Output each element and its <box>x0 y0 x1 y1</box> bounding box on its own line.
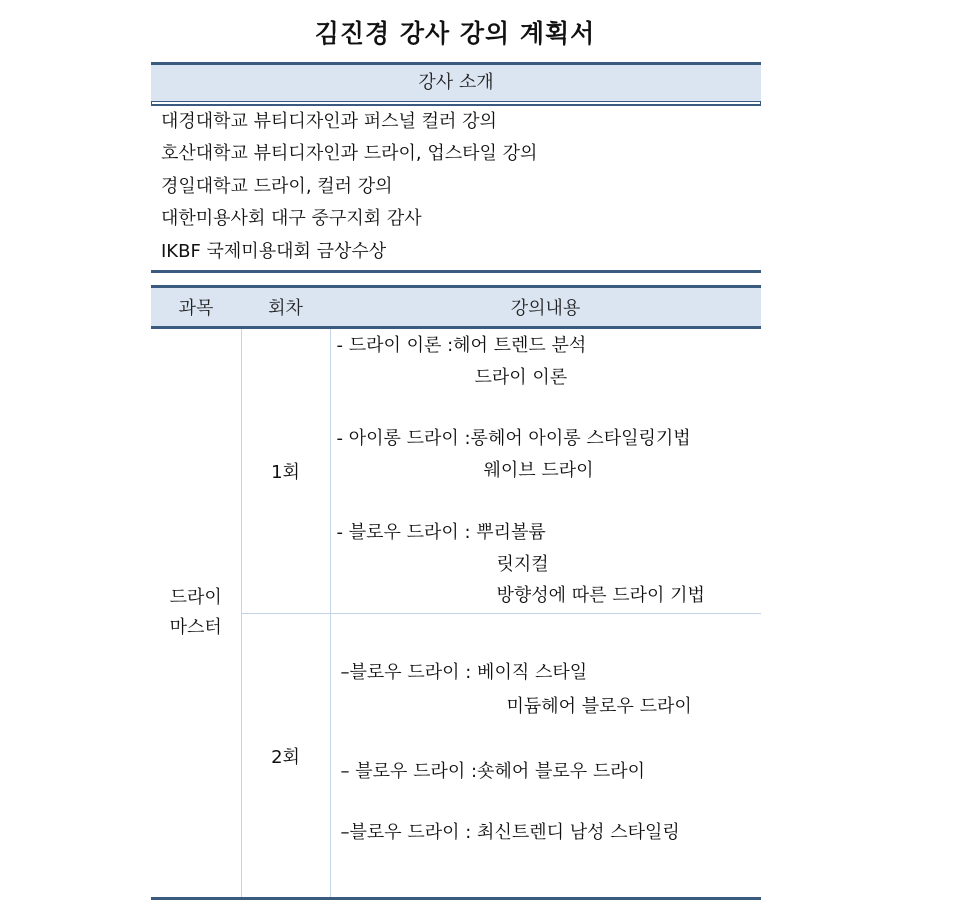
intro-item: 대한미용사회 대구 중구지회 감사 <box>161 208 422 230</box>
curriculum-table <box>151 285 761 900</box>
intro-item: 대경대학교 뷰티디자인과 퍼스널 컬러 강의 <box>161 111 497 132</box>
intro-list <box>151 102 761 273</box>
content-cell <box>330 328 761 614</box>
header-session: 회차 <box>241 287 330 328</box>
content-line: –블로우 드라이 : 베이직 스타일 <box>340 662 588 683</box>
content-cell <box>330 614 761 899</box>
content-line: - 드라이 이론 :헤어 트렌드 분석 <box>336 335 587 356</box>
content-line: 미듐헤어 블로우 드라이 <box>506 696 692 717</box>
table-row <box>151 328 761 614</box>
intro-item: IKBF 국제미용대회 금상수상 <box>161 240 387 262</box>
subject-line: 마스터 <box>169 617 222 638</box>
content-line: 드라이 이론 <box>474 367 568 388</box>
content-block <box>331 614 762 897</box>
intro-item: 경일대학교 드라이, 컬러 강의 <box>161 175 393 197</box>
content-line: –블로우 드라이 : 최신트렌디 남성 스타일링 <box>340 822 680 843</box>
content-line: 방향성에 따른 드라이 기법 <box>496 585 705 606</box>
document-title: 김진경 강사 강의 계획서 <box>314 19 596 48</box>
instructor-intro-section <box>151 62 761 273</box>
session-cell: 2회 <box>241 614 330 899</box>
table-header-row <box>151 287 761 328</box>
content-line: 웨이브 드라이 <box>483 460 594 481</box>
content-line: 릿지컬 <box>496 554 549 575</box>
content-line: - 아이롱 드라이 :롱헤어 아이롱 스타일링기법 <box>336 428 691 449</box>
header-content: 강의내용 <box>330 287 761 328</box>
subject-line: 드라이 <box>169 587 222 608</box>
intro-header: 강사 소개 <box>151 62 761 102</box>
intro-item: 호산대학교 뷰티디자인과 드라이, 업스타일 강의 <box>161 143 538 165</box>
session-cell: 1회 <box>241 328 330 614</box>
table-row <box>151 614 761 899</box>
content-line: - 블로우 드라이 : 뿌리볼륨 <box>336 522 546 543</box>
subject-cell <box>151 328 241 899</box>
header-subject: 과목 <box>151 287 241 328</box>
content-line: – 블로우 드라이 :숏헤어 블로우 드라이 <box>340 761 645 782</box>
content-block <box>331 329 762 613</box>
